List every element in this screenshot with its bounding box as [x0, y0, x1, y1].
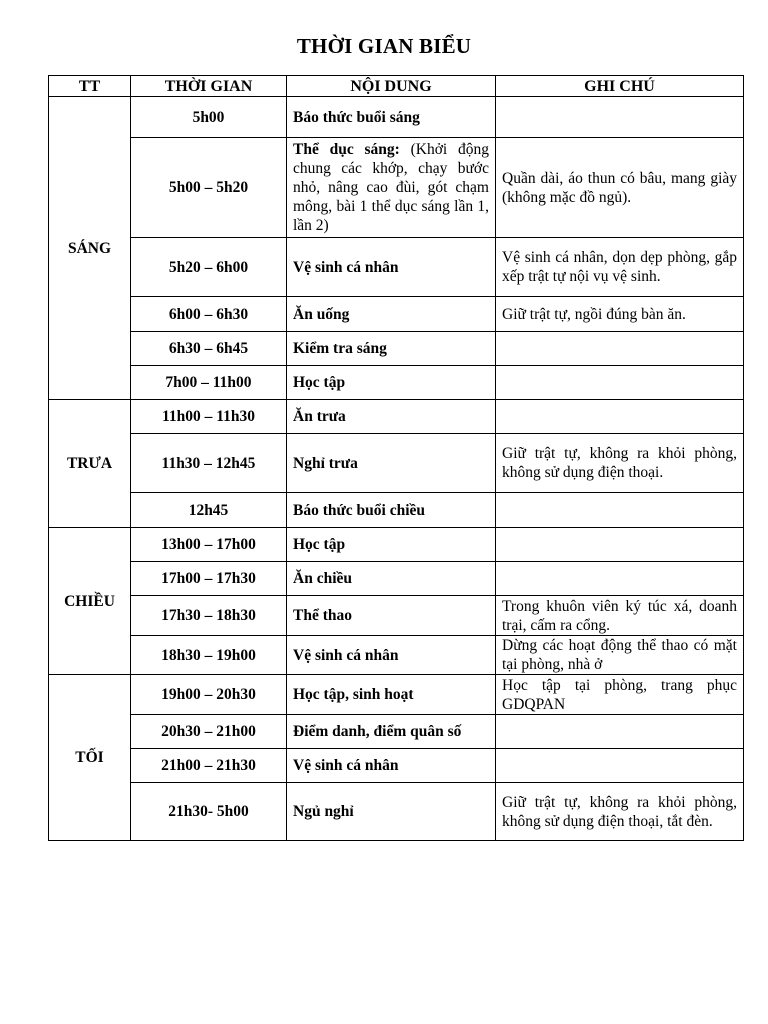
row-note	[496, 715, 744, 749]
period-morning: SÁNG	[49, 97, 131, 400]
row-time: 5h20 – 6h00	[131, 238, 287, 297]
table-row	[49, 562, 744, 596]
row-activity-detail: (Khởi động chung các khớp, chạy bước nhỏ, nâng cao đùi, gót chạm mông, bài 1 thể dục sáng lần 1, lần 2)	[293, 141, 489, 234]
table-row	[49, 783, 744, 841]
table-header-row	[49, 76, 744, 97]
header-time: THỜI GIAN	[131, 76, 287, 97]
row-time: 7h00 – 11h00	[131, 366, 287, 400]
table-row	[49, 138, 744, 238]
period-afternoon: CHIỀU	[49, 528, 131, 675]
row-activity: Ngủ nghỉ	[287, 783, 496, 841]
row-activity: Thể thao	[287, 596, 496, 636]
row-activity: Báo thức buổi sáng	[287, 97, 496, 138]
table-row	[49, 434, 744, 493]
row-note: Dừng các hoạt động thể thao có mặt tại phòng, nhà ở	[496, 636, 744, 675]
row-note: Học tập tại phòng, trang phục GDQPAN	[496, 675, 744, 715]
table-row	[49, 715, 744, 749]
header-tt: TT	[49, 76, 131, 97]
table-row	[49, 366, 744, 400]
table-row	[49, 493, 744, 528]
row-note: Quần dài, áo thun có bâu, mang giày (không mặc đồ ngủ).	[496, 138, 744, 238]
table-row	[49, 400, 744, 434]
header-content: NỘI DUNG	[287, 76, 496, 97]
row-activity: Thể dục sáng:	[293, 141, 400, 158]
row-note	[496, 97, 744, 138]
row-time: 18h30 – 19h00	[131, 636, 287, 675]
row-note	[496, 400, 744, 434]
row-time: 19h00 – 20h30	[131, 675, 287, 715]
row-time: 17h00 – 17h30	[131, 562, 287, 596]
schedule-table	[48, 75, 744, 841]
row-note	[496, 562, 744, 596]
table-row	[49, 97, 744, 138]
table-row	[49, 596, 744, 636]
row-activity: Báo thức buổi chiều	[287, 493, 496, 528]
table-row	[49, 238, 744, 297]
row-note: Giữ trật tự, ngồi đúng bàn ăn.	[496, 297, 744, 332]
row-time: 11h30 – 12h45	[131, 434, 287, 493]
row-time: 21h30- 5h00	[131, 783, 287, 841]
row-note: Giữ trật tự, không ra khỏi phòng, không sử dụng điện thoại, tắt đèn.	[496, 783, 744, 841]
row-time: 20h30 – 21h00	[131, 715, 287, 749]
row-activity: Kiểm tra sáng	[287, 332, 496, 366]
table-row	[49, 332, 744, 366]
row-activity: Ăn chiều	[287, 562, 496, 596]
table-row	[49, 297, 744, 332]
row-note	[496, 493, 744, 528]
row-time: 6h00 – 6h30	[131, 297, 287, 332]
row-activity: Học tập, sinh hoạt	[287, 675, 496, 715]
row-activity: Học tập	[287, 366, 496, 400]
row-note: Giữ trật tự, không ra khỏi phòng, không sử dụng điện thoại.	[496, 434, 744, 493]
row-time: 12h45	[131, 493, 287, 528]
row-time: 17h30 – 18h30	[131, 596, 287, 636]
row-time: 11h00 – 11h30	[131, 400, 287, 434]
table-row	[49, 528, 744, 562]
row-note: Vệ sinh cá nhân, dọn dẹp phòng, gắp xếp trật tự nội vụ vệ sinh.	[496, 238, 744, 297]
row-time: 6h30 – 6h45	[131, 332, 287, 366]
document-title: THỜI GIAN BIỂU	[296, 34, 472, 58]
row-activity: Vệ sinh cá nhân	[287, 749, 496, 783]
period-evening: TỐI	[49, 675, 131, 841]
row-time: 5h00 – 5h20	[131, 138, 287, 238]
row-activity: Học tập	[287, 528, 496, 562]
header-note: GHI CHÚ	[496, 76, 744, 97]
row-activity: Nghỉ trưa	[287, 434, 496, 493]
row-activity-cell	[287, 138, 496, 238]
row-note	[496, 528, 744, 562]
row-note: Trong khuôn viên ký túc xá, doanh trại, cấm ra cổng.	[496, 596, 744, 636]
row-note	[496, 749, 744, 783]
table-row	[49, 749, 744, 783]
period-noon: TRƯA	[49, 400, 131, 528]
row-activity: Điểm danh, điểm quân số	[287, 715, 496, 749]
row-activity: Ăn trưa	[287, 400, 496, 434]
row-activity: Ăn uống	[287, 297, 496, 332]
row-activity: Vệ sinh cá nhân	[287, 238, 496, 297]
row-note	[496, 332, 744, 366]
row-activity: Vệ sinh cá nhân	[287, 636, 496, 675]
row-time: 21h00 – 21h30	[131, 749, 287, 783]
row-time: 5h00	[131, 97, 287, 138]
row-note	[496, 366, 744, 400]
row-time: 13h00 – 17h00	[131, 528, 287, 562]
table-row	[49, 675, 744, 715]
table-row	[49, 636, 744, 675]
